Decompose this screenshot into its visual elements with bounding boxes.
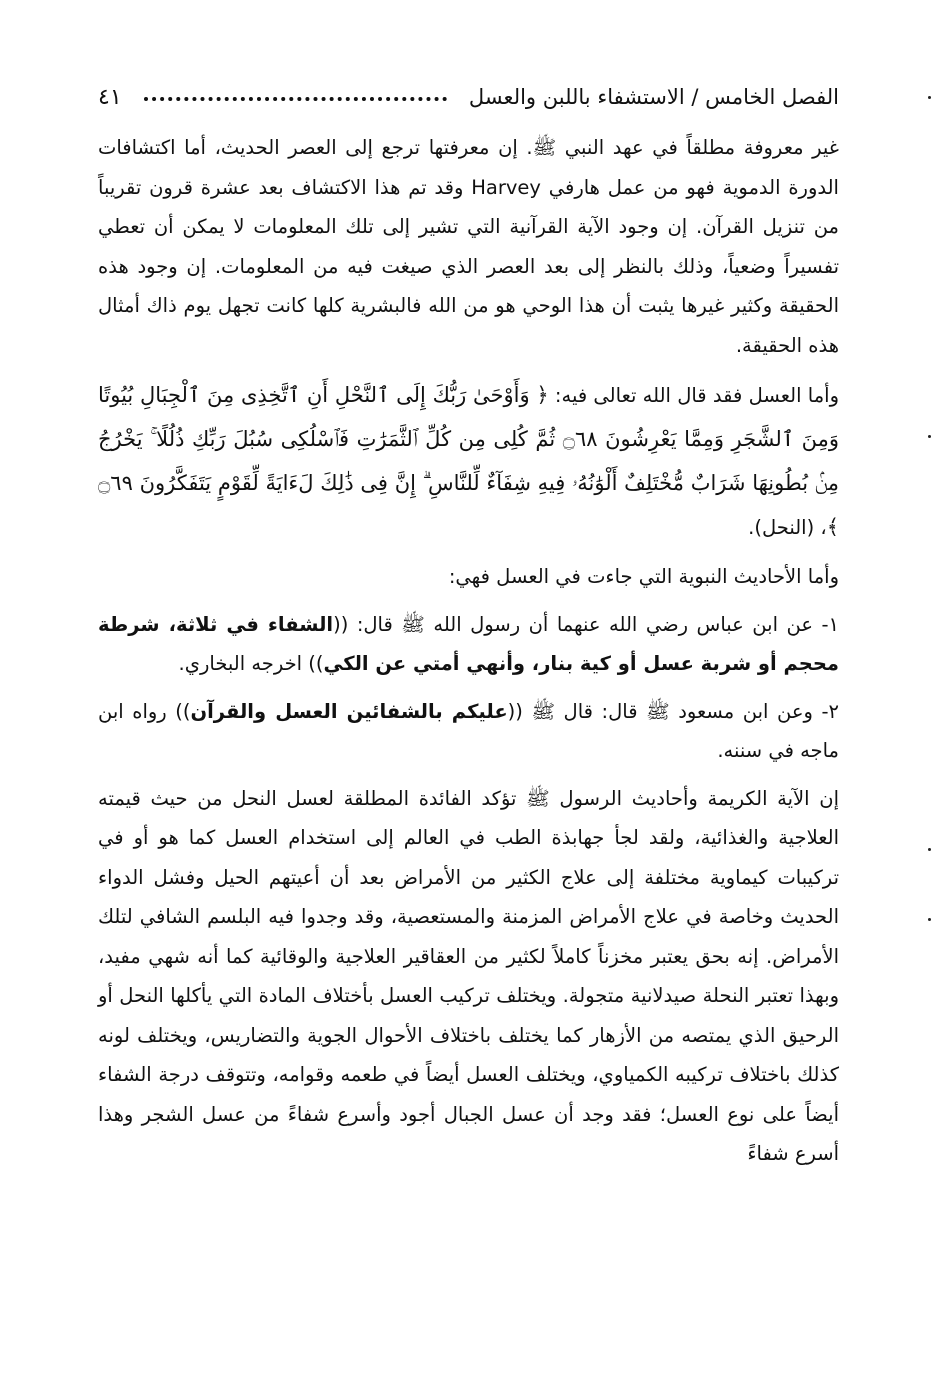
quran-verse: ﴿ وَأَوْحَىٰ رَبُّكَ إِلَى ٱلنَّحْلِ أَنِ ٱتَّخِذِى مِنَ ٱلْجِبَالِ بُيُوتًا وَمِنَ ٱلشَّجَرِ وَمِمَّا يَعْرِشُونَ ۝٦٨ ثُمَّ كُلِى مِن كُلِّ ٱلثَّمَرَٰتِ فَٱسْلُكِى سُبُلَ رَبِّكِ ذُلُلًا ۚ يَخْرُجُ مِنۢ بُطُونِهَا شَرَابٌ مُّخْتَلِفٌ أَلْوَٰنُهُۥ فِيهِ شِفَآءٌ لِّلنَّاسِ ۗ إِنَّ فِى ذَٰلِكَ لَءَايَةً لِّقَوْمٍ يَتَفَكَّرُونَ ۝٦٩ ﴾: [98, 383, 840, 539]
hadith-1-text: الشفاء في ثلاثة، شرطة محجم أو شربة عسل أو كية بنار، وأنهي أمتي عن الكي: [98, 612, 839, 675]
hadith-2: [98, 692, 839, 771]
hadith-2-text: عليكم بالشفائين العسل والقرآن: [190, 699, 508, 723]
paragraph-quran-verse: [98, 373, 839, 549]
page-body: [98, 128, 839, 1182]
hadith-1: [98, 605, 839, 684]
margin-speck: [928, 435, 931, 438]
hadith-1-prefix: ١- عن ابن عباس رضي الله عنهما أن رسول الله ﷺ قال: ((: [333, 612, 839, 636]
verse-citation: ، (النحل).: [748, 516, 827, 539]
margin-speck: [928, 96, 931, 99]
hadith-1-source: )) اخرجه البخاري.: [178, 652, 324, 675]
header-dot-leader: [144, 97, 447, 101]
chapter-title: الفصل الخامس / الاستشفاء باللبن والعسل: [468, 85, 839, 109]
paragraph-hadith-intro: وأما الأحاديث النبوية التي جاءت في العسل فهي:: [448, 565, 839, 588]
hadith-2-prefix: ٢- وعن ابن مسعود ﷺ قال: قال ﷺ ((: [507, 699, 839, 723]
hadith-2-source: )) رواه ابن ماجه في سننه.: [98, 699, 839, 762]
margin-speck: [928, 918, 931, 921]
margin-speck: [928, 848, 931, 851]
paragraph-honey-benefits: إن الآية الكريمة وأحاديث الرسول ﷺ تؤكد الفائدة المطلقة لعسل النحل من حيث قيمته العلاجية والغذائية، ولقد لجأ جهابذة الطب في العالم إلى استخدام العسل كما هو أو في تركيبات كيماوية مختلفة إلى علاج الكثير من الأمراض بعد أن أعيتهم الحيل وفشل الدواء الحديث وخاصة في علاج الأمراض المزمنة والمستعصية، وقد وجدوا فيه البلسم الشافي لتلك الأمراض. إنه بحق يعتبر مخزناً كاملاً لكثير من العقاقير العلاجية والوقائية كما أنه شهي مفيد، وبهذا تعتبر النحلة صيدلانية متجولة. ويختلف تركيب العسل بأختلاف المادة التي يأكلها النحل أو الرحيق الذي يمتصه من الأزهار كما يختلف باختلاف الأحوال الجوية والتضاريس، ويختلف لونه كذلك باختلاف تركيبه الكمياوي، ويختلف العسل أيضاً في طعمه وقوامه، وتتوقف درجة الشفاء أيضاً على نوع العسل؛ فقد وجد أن عسل الجبال أجود وأسرع شفاءً من عسل الشجر وهذا أسرع شفاءً: [98, 786, 839, 1165]
page-number: ٤١: [98, 84, 122, 110]
running-header: [98, 78, 839, 116]
paragraph-1: غير معروفة مطلقاً في عهد النبي ﷺ. إن معرفتها ترجع إلى العصر الحديث، أما اكتشافات الدورة الدموية فهو من عمل هارفي Harvey وقد تم هذا الاكتشاف بعد عشرة قرون تقريباً من تنزيل القرآن. إن وجود الآية القرآنية التي تشير إلى تلك المعلومات لا يمكن أن تعطي تفسيراً وضعياً، وذلك بالنظر إلى بعد العصر الذي صيغت فيه من المعلومات. إن وجود هذه الحقيقة وكثير غيرها يثبت أن هذا الوحي هو من الله فالبشرية كلها كانت تجهل يوم ذاك أمثال هذه الحقيقة.: [98, 136, 839, 357]
verse-intro: وأما العسل فقد قال الله تعالى فيه:: [548, 384, 839, 407]
